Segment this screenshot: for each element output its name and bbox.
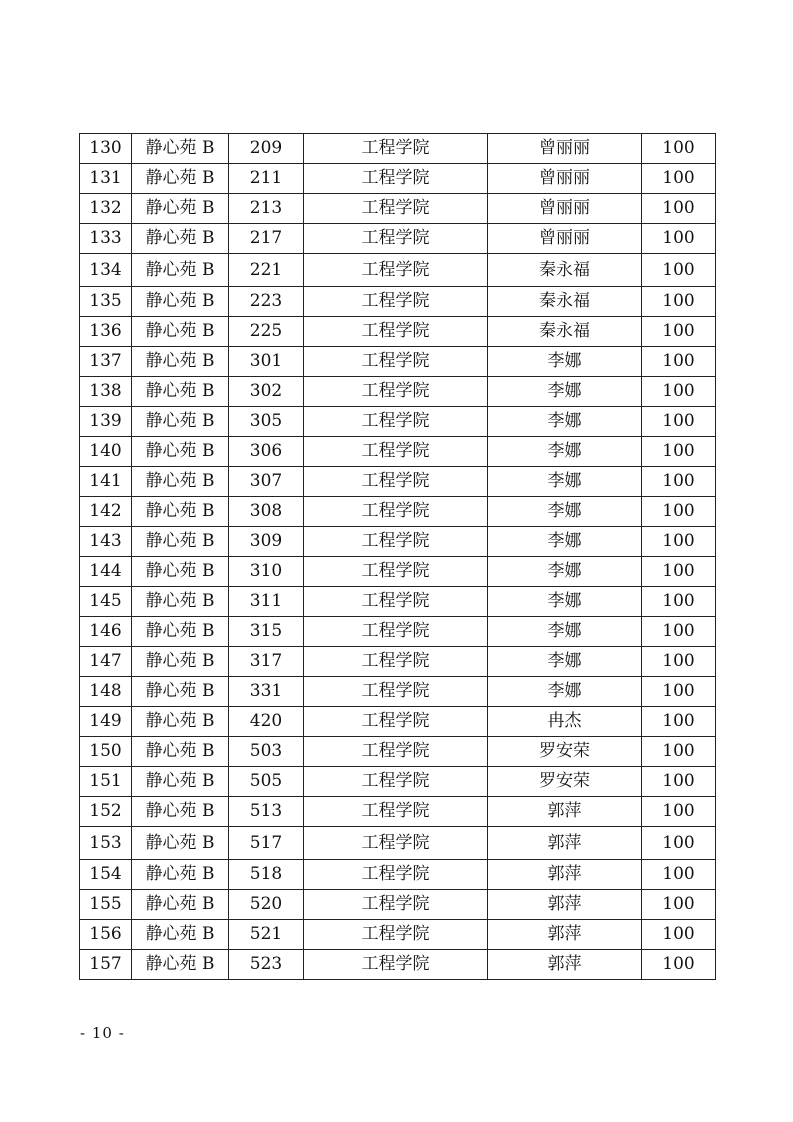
college-cell: 工程学院 [304, 527, 488, 557]
score-cell: 100 [642, 224, 716, 254]
table-row [80, 407, 716, 437]
building-cell: 静心苑 B [132, 707, 229, 737]
counselor-cell: 郭萍 [488, 890, 642, 920]
counselor-cell: 李娜 [488, 347, 642, 377]
counselor-cell: 曾丽丽 [488, 164, 642, 194]
score-cell: 100 [642, 860, 716, 890]
table-row [80, 707, 716, 737]
college-cell: 工程学院 [304, 587, 488, 617]
counselor-cell: 秦永福 [488, 287, 642, 317]
row-number-cell: 144 [80, 557, 132, 587]
row-number-cell: 142 [80, 497, 132, 527]
counselor-cell: 李娜 [488, 617, 642, 647]
counselor-cell: 曾丽丽 [488, 134, 642, 164]
counselor-cell: 李娜 [488, 557, 642, 587]
table-row [80, 134, 716, 164]
building-cell: 静心苑 B [132, 437, 229, 467]
score-cell: 100 [642, 950, 716, 980]
row-number-cell: 146 [80, 617, 132, 647]
table-row [80, 920, 716, 950]
college-cell: 工程学院 [304, 287, 488, 317]
college-cell: 工程学院 [304, 437, 488, 467]
room-number-cell: 217 [229, 224, 304, 254]
room-number-cell: 225 [229, 317, 304, 347]
college-cell: 工程学院 [304, 737, 488, 767]
counselor-cell: 秦永福 [488, 317, 642, 347]
room-number-cell: 308 [229, 497, 304, 527]
score-cell: 100 [642, 377, 716, 407]
college-cell: 工程学院 [304, 950, 488, 980]
building-cell: 静心苑 B [132, 737, 229, 767]
table-row [80, 377, 716, 407]
table-row [80, 890, 716, 920]
counselor-cell: 郭萍 [488, 827, 642, 860]
row-number-cell: 147 [80, 647, 132, 677]
room-number-cell: 315 [229, 617, 304, 647]
building-cell: 静心苑 B [132, 527, 229, 557]
table-row [80, 617, 716, 647]
row-number-cell: 130 [80, 134, 132, 164]
building-cell: 静心苑 B [132, 950, 229, 980]
counselor-cell: 曾丽丽 [488, 194, 642, 224]
college-cell: 工程学院 [304, 890, 488, 920]
room-number-cell: 513 [229, 797, 304, 827]
room-number-cell: 221 [229, 254, 304, 287]
score-cell: 100 [642, 467, 716, 497]
room-number-cell: 521 [229, 920, 304, 950]
room-number-cell: 520 [229, 890, 304, 920]
score-cell: 100 [642, 737, 716, 767]
room-number-cell: 420 [229, 707, 304, 737]
room-number-cell: 518 [229, 860, 304, 890]
score-cell: 100 [642, 497, 716, 527]
row-number-cell: 136 [80, 317, 132, 347]
table-row [80, 317, 716, 347]
counselor-cell: 李娜 [488, 467, 642, 497]
score-cell: 100 [642, 134, 716, 164]
row-number-cell: 141 [80, 467, 132, 497]
room-number-cell: 223 [229, 287, 304, 317]
score-cell: 100 [642, 254, 716, 287]
row-number-cell: 134 [80, 254, 132, 287]
row-number-cell: 132 [80, 194, 132, 224]
score-cell: 100 [642, 617, 716, 647]
room-number-cell: 209 [229, 134, 304, 164]
college-cell: 工程学院 [304, 860, 488, 890]
table-row [80, 677, 716, 707]
row-number-cell: 143 [80, 527, 132, 557]
building-cell: 静心苑 B [132, 377, 229, 407]
score-cell: 100 [642, 317, 716, 347]
room-number-cell: 311 [229, 587, 304, 617]
table-row [80, 467, 716, 497]
score-cell: 100 [642, 890, 716, 920]
building-cell: 静心苑 B [132, 224, 229, 254]
counselor-cell: 罗安荣 [488, 767, 642, 797]
college-cell: 工程学院 [304, 827, 488, 860]
building-cell: 静心苑 B [132, 347, 229, 377]
table-row [80, 557, 716, 587]
score-cell: 100 [642, 767, 716, 797]
score-cell: 100 [642, 557, 716, 587]
score-cell: 100 [642, 287, 716, 317]
counselor-cell: 李娜 [488, 647, 642, 677]
score-cell: 100 [642, 164, 716, 194]
counselor-cell: 曾丽丽 [488, 224, 642, 254]
building-cell: 静心苑 B [132, 920, 229, 950]
table-row [80, 587, 716, 617]
row-number-cell: 151 [80, 767, 132, 797]
score-cell: 100 [642, 920, 716, 950]
row-number-cell: 152 [80, 797, 132, 827]
row-number-cell: 137 [80, 347, 132, 377]
table-row [80, 767, 716, 797]
counselor-cell: 李娜 [488, 407, 642, 437]
table-body [80, 134, 716, 980]
table-row [80, 287, 716, 317]
college-cell: 工程学院 [304, 767, 488, 797]
row-number-cell: 145 [80, 587, 132, 617]
score-cell: 100 [642, 437, 716, 467]
row-number-cell: 139 [80, 407, 132, 437]
table-row [80, 860, 716, 890]
row-number-cell: 154 [80, 860, 132, 890]
page-number: - 10 - [80, 1024, 125, 1042]
building-cell: 静心苑 B [132, 617, 229, 647]
counselor-cell: 冉杰 [488, 707, 642, 737]
row-number-cell: 149 [80, 707, 132, 737]
counselor-cell: 秦永福 [488, 254, 642, 287]
counselor-cell: 郭萍 [488, 950, 642, 980]
building-cell: 静心苑 B [132, 194, 229, 224]
score-cell: 100 [642, 827, 716, 860]
room-number-cell: 213 [229, 194, 304, 224]
building-cell: 静心苑 B [132, 647, 229, 677]
room-number-cell: 302 [229, 377, 304, 407]
room-number-cell: 310 [229, 557, 304, 587]
building-cell: 静心苑 B [132, 254, 229, 287]
building-cell: 静心苑 B [132, 164, 229, 194]
counselor-cell: 李娜 [488, 677, 642, 707]
table-row [80, 647, 716, 677]
score-cell: 100 [642, 347, 716, 377]
building-cell: 静心苑 B [132, 767, 229, 797]
score-cell: 100 [642, 647, 716, 677]
row-number-cell: 155 [80, 890, 132, 920]
counselor-cell: 郭萍 [488, 797, 642, 827]
building-cell: 静心苑 B [132, 890, 229, 920]
table-row [80, 737, 716, 767]
row-number-cell: 140 [80, 437, 132, 467]
room-number-cell: 309 [229, 527, 304, 557]
counselor-cell: 李娜 [488, 587, 642, 617]
room-number-cell: 306 [229, 437, 304, 467]
building-cell: 静心苑 B [132, 827, 229, 860]
counselor-cell: 李娜 [488, 497, 642, 527]
counselor-cell: 李娜 [488, 437, 642, 467]
college-cell: 工程学院 [304, 647, 488, 677]
row-number-cell: 138 [80, 377, 132, 407]
building-cell: 静心苑 B [132, 317, 229, 347]
score-cell: 100 [642, 587, 716, 617]
building-cell: 静心苑 B [132, 287, 229, 317]
counselor-cell: 李娜 [488, 527, 642, 557]
counselor-cell: 罗安荣 [488, 737, 642, 767]
building-cell: 静心苑 B [132, 860, 229, 890]
row-number-cell: 150 [80, 737, 132, 767]
college-cell: 工程学院 [304, 194, 488, 224]
table-row [80, 194, 716, 224]
row-number-cell: 135 [80, 287, 132, 317]
college-cell: 工程学院 [304, 467, 488, 497]
college-cell: 工程学院 [304, 164, 488, 194]
building-cell: 静心苑 B [132, 467, 229, 497]
row-number-cell: 157 [80, 950, 132, 980]
room-number-cell: 305 [229, 407, 304, 437]
room-number-cell: 317 [229, 647, 304, 677]
room-number-cell: 211 [229, 164, 304, 194]
college-cell: 工程学院 [304, 557, 488, 587]
score-cell: 100 [642, 797, 716, 827]
college-cell: 工程学院 [304, 707, 488, 737]
college-cell: 工程学院 [304, 677, 488, 707]
row-number-cell: 153 [80, 827, 132, 860]
room-number-cell: 517 [229, 827, 304, 860]
college-cell: 工程学院 [304, 224, 488, 254]
room-number-cell: 331 [229, 677, 304, 707]
building-cell: 静心苑 B [132, 677, 229, 707]
row-number-cell: 156 [80, 920, 132, 950]
table-row [80, 224, 716, 254]
college-cell: 工程学院 [304, 497, 488, 527]
college-cell: 工程学院 [304, 134, 488, 164]
table-row [80, 827, 716, 860]
counselor-cell: 郭萍 [488, 860, 642, 890]
college-cell: 工程学院 [304, 254, 488, 287]
room-number-cell: 523 [229, 950, 304, 980]
table-row [80, 797, 716, 827]
score-cell: 100 [642, 194, 716, 224]
dormitory-score-table [79, 133, 716, 980]
table-row [80, 437, 716, 467]
counselor-cell: 郭萍 [488, 920, 642, 950]
room-number-cell: 301 [229, 347, 304, 377]
table-row [80, 347, 716, 377]
score-cell: 100 [642, 527, 716, 557]
row-number-cell: 131 [80, 164, 132, 194]
college-cell: 工程学院 [304, 617, 488, 647]
room-number-cell: 307 [229, 467, 304, 497]
building-cell: 静心苑 B [132, 497, 229, 527]
building-cell: 静心苑 B [132, 797, 229, 827]
college-cell: 工程学院 [304, 407, 488, 437]
college-cell: 工程学院 [304, 317, 488, 347]
table-row [80, 527, 716, 557]
row-number-cell: 148 [80, 677, 132, 707]
room-number-cell: 503 [229, 737, 304, 767]
table-row [80, 164, 716, 194]
building-cell: 静心苑 B [132, 134, 229, 164]
building-cell: 静心苑 B [132, 557, 229, 587]
table-row [80, 950, 716, 980]
college-cell: 工程学院 [304, 797, 488, 827]
score-cell: 100 [642, 707, 716, 737]
college-cell: 工程学院 [304, 347, 488, 377]
row-number-cell: 133 [80, 224, 132, 254]
counselor-cell: 李娜 [488, 377, 642, 407]
room-number-cell: 505 [229, 767, 304, 797]
score-cell: 100 [642, 407, 716, 437]
college-cell: 工程学院 [304, 920, 488, 950]
table-row [80, 497, 716, 527]
score-cell: 100 [642, 677, 716, 707]
building-cell: 静心苑 B [132, 587, 229, 617]
building-cell: 静心苑 B [132, 407, 229, 437]
table-row [80, 254, 716, 287]
college-cell: 工程学院 [304, 377, 488, 407]
